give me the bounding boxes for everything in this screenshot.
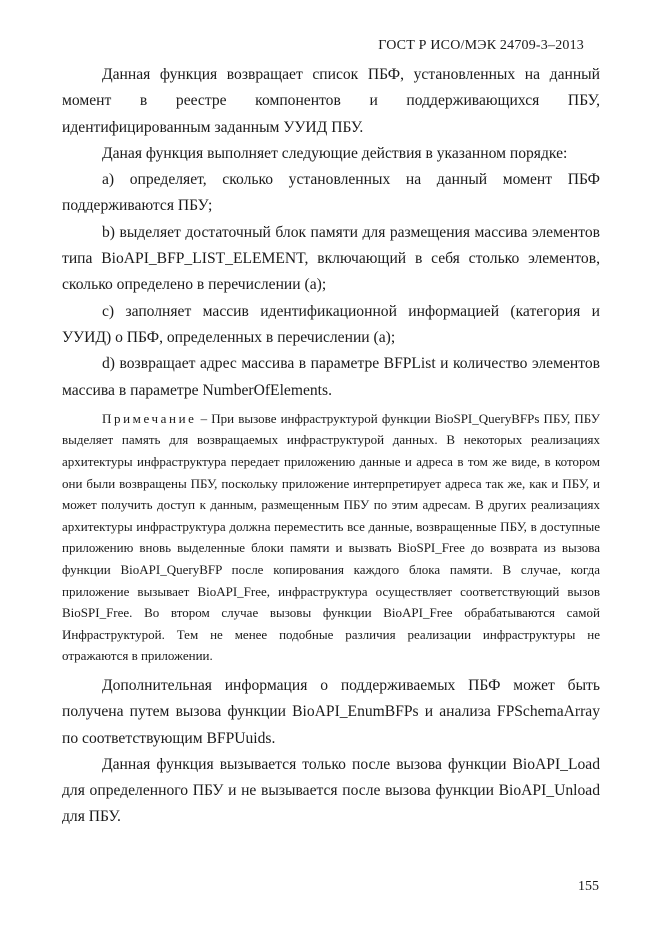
paragraph-intro: Данная функция возвращает список ПБФ, установленных на данный момент в реестре компонентов и поддерживающихся ПБУ, идентифицированным заданным УУИД ПБУ. [62,66,600,136]
note-text: – При вызове инфраструктурой функции BioSPI_QueryBFPs ПБУ, ПБУ выделяет память для возвращаемых инфраструктурой данных. В некоторых реализациях архитектуры инфраструктура передает приложению данные и адреса в том же виде, в котором они были возвращены ПБУ, поскольку приложение интерпретирует адреса так же, как и ПБУ, и может получить доступ к данным, размещенным ПБУ по этим адресам. В других реализациях архитектуры инфраструктура должна переместить все данные, возвращенные ПБУ, в доступные приложению вновь выделенные блоки памяти и вызвать BioSPI_Free до возврата из вызова функции BioAPI_QueryBFP после копирования каждого блока памяти. В случае, когда приложение вызывает BioAPI_Free, инфраструктура осуществляет соответствующий вызов BioSPI_Free. Во втором случае вызовы функции BioAPI_Free обрабатываются самой Инфраструктурой. Тем не менее подобные различия реализации инфраструктуры не отражаются в приложении. [62,410,600,664]
paragraph-actions-intro: Даная функция выполняет следующие действия в указанном порядке: [102,144,568,162]
page-number: 155 [578,879,599,894]
note-label: Примечание [102,410,197,426]
list-item-c: c) заполняет массив идентификационной информацией (категория и УУИД) о ПБФ, определенных в перечислении (a); [62,302,600,346]
list-item-d: d) возвращает адрес массива в параметре BFPList и количество элементов массива в параметре NumberOfElements. [62,355,600,399]
list-item-a: a) определяет, сколько установленных на данный момент ПБФ поддерживаются ПБУ; [62,171,600,215]
standard-header: ГОСТ Р ИСО/МЭК 24709-3–2013 [378,38,584,53]
note-block [62,408,600,667]
list-item-b: b) выделяет достаточный блок памяти для размещения массива элементов типа BioAPI_BFP_LIST_ELEMENT, включающий в себя столько элементов, сколько определено в перечислении (a); [62,223,600,294]
paragraph-usage-condition: Данная функция вызывается только после вызова функции BioAPI_Load для определенного ПБУ и не вызывается после вызова функции BioAPI_Unload для ПБУ. [62,755,600,826]
paragraph-additional-info: Дополнительная информация о поддерживаемых ПБФ может быть получена путем вызова функции BioAPI_EnumBFPs и анализа FPSchemaArray по соответствующим BFPUuids. [62,676,600,747]
document-body [62,62,600,831]
